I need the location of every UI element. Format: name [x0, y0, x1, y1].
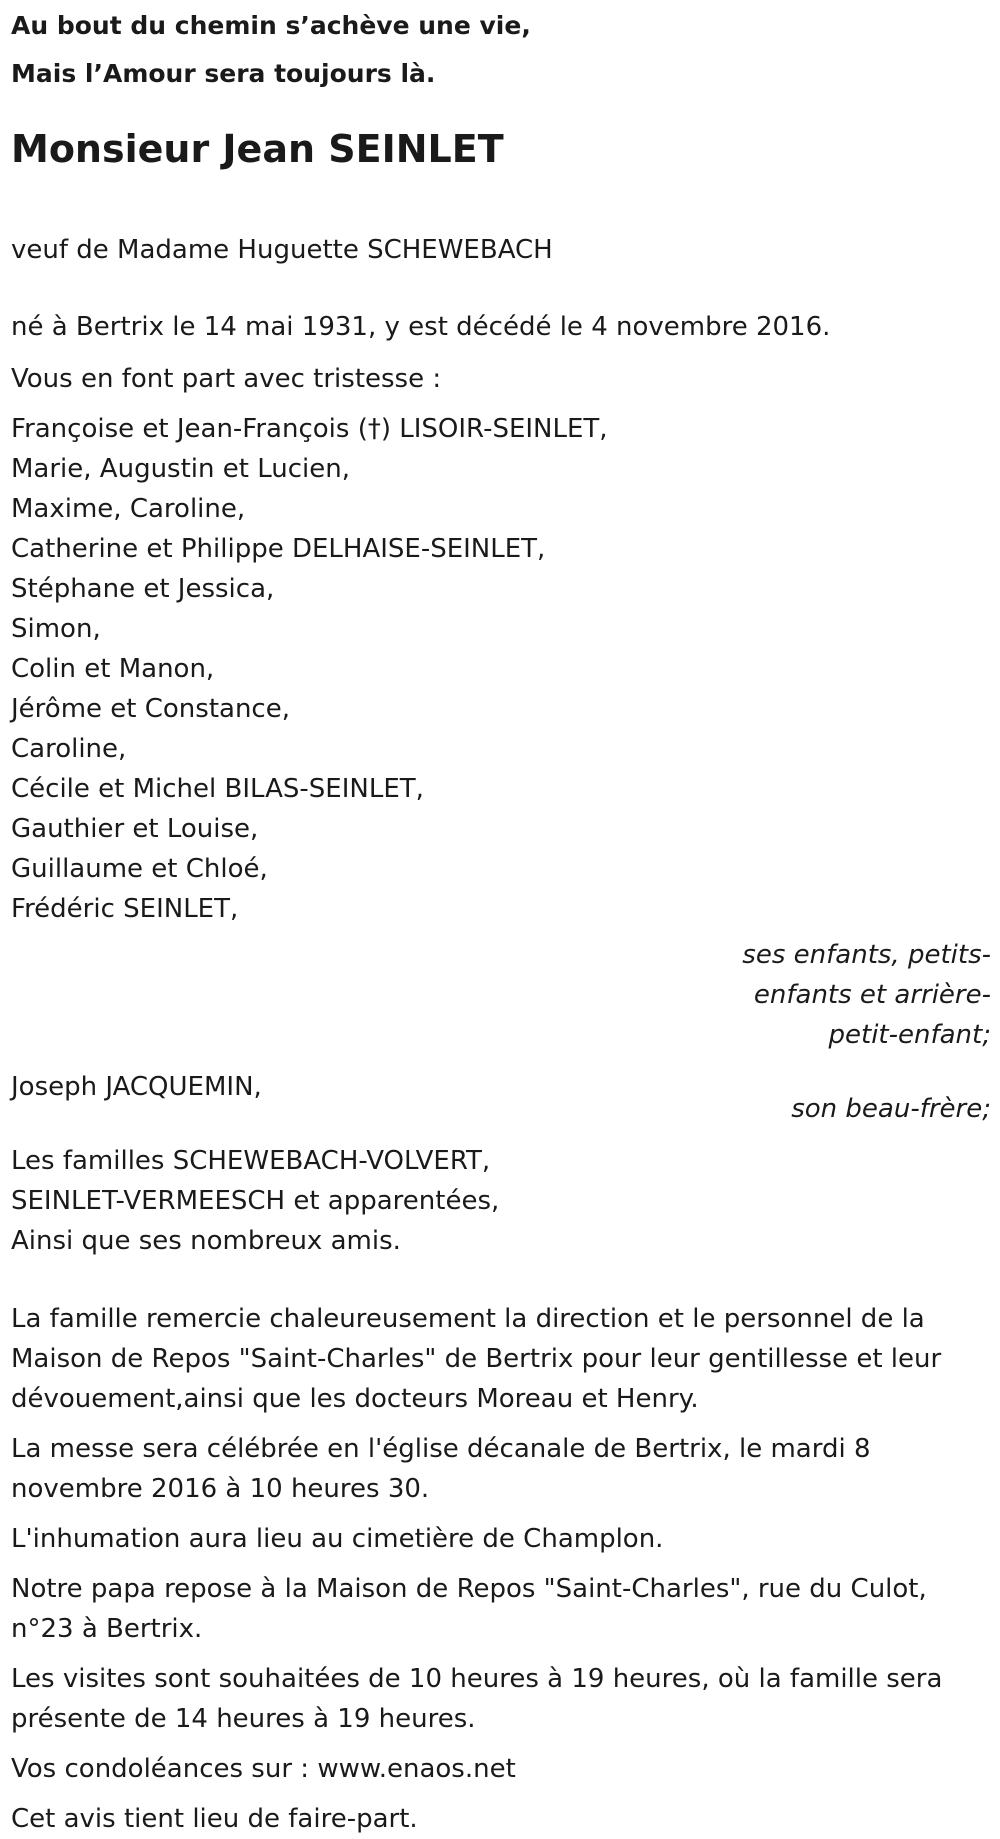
relation-line: enfants et arrière-	[753, 980, 991, 1010]
families-line: Ainsi que ses nombreux amis.	[11, 1226, 401, 1256]
family-member: Frédéric SEINLET,	[11, 894, 239, 924]
family-member: Cécile et Michel BILAS-SEINLET,	[11, 774, 424, 804]
paragraph-line: dévouement,ainsi que les docteurs Moreau et Henry.	[11, 1384, 699, 1414]
epitaph-line: Au bout du chemin s’achève une vie,	[11, 11, 531, 40]
family-member: Simon,	[11, 614, 101, 644]
family-member: Caroline,	[11, 734, 127, 764]
visits-paragraph	[11, 1659, 991, 1739]
widow-line: veuf de Madame Huguette SCHEWEBACH	[11, 235, 553, 265]
families-line: SEINLET-VERMEESCH et apparentées,	[11, 1186, 500, 1216]
families-block	[11, 1141, 991, 1261]
paragraph-line: novembre 2016 à 10 heures 30.	[11, 1474, 430, 1504]
paragraph-line: Vos condoléances sur : www.enaos.net	[11, 1754, 516, 1784]
brother-in-law-row	[11, 1067, 991, 1124]
paragraph-line: présente de 14 heures à 19 heures.	[11, 1704, 476, 1734]
closing-paragraph	[11, 1799, 991, 1839]
brother-in-law-name: Joseph JACQUEMIN,	[11, 1072, 262, 1102]
family-member: Colin et Manon,	[11, 654, 215, 684]
brother-in-law-relation: son beau-frère;	[791, 1094, 991, 1124]
paragraph-line: Les visites sont souhaitées de 10 heures à 19 heures, où la famille sera	[11, 1664, 943, 1694]
death-notice	[11, 0, 991, 1839]
relation-line: ses enfants, petits-	[742, 940, 991, 970]
condolences-paragraph	[11, 1749, 991, 1789]
family-member: Guillaume et Chloé,	[11, 854, 268, 884]
family-member: Jérôme et Constance,	[11, 694, 290, 724]
children-relation	[741, 935, 991, 1055]
epitaph	[11, 2, 991, 98]
mass-paragraph	[11, 1429, 991, 1509]
burial-paragraph	[11, 1519, 991, 1559]
relation-line: petit-enfant;	[828, 1020, 991, 1050]
paragraph-line: Cet avis tient lieu de faire-part.	[11, 1804, 418, 1834]
family-member: Catherine et Philippe DELHAISE-SEINLET,	[11, 534, 546, 564]
paragraph-line: n°23 à Bertrix.	[11, 1614, 203, 1644]
dates-line: né à Bertrix le 14 mai 1931, y est décédé le 4 novembre 2016.	[11, 312, 831, 342]
paragraph-line: La famille remercie chaleureusement la direction et le personnel de la	[11, 1304, 925, 1334]
paragraph-line: La messe sera célébrée en l'église décanale de Bertrix, le mardi 8	[11, 1434, 871, 1464]
family-member: Françoise et Jean-François (†) LISOIR-SEINLET,	[11, 414, 608, 444]
paragraph-line: Notre papa repose à la Maison de Repos "Saint-Charles", rue du Culot,	[11, 1574, 927, 1604]
family-list	[11, 409, 991, 929]
paragraph-line: Maison de Repos "Saint-Charles" de Bertrix pour leur gentillesse et leur	[11, 1344, 942, 1374]
family-member: Stéphane et Jessica,	[11, 574, 275, 604]
family-member: Marie, Augustin et Lucien,	[11, 454, 350, 484]
epitaph-line: Mais l’Amour sera toujours là.	[11, 59, 436, 88]
thanks-paragraph	[11, 1299, 991, 1419]
family-member: Gauthier et Louise,	[11, 814, 259, 844]
family-member: Maxime, Caroline,	[11, 494, 246, 524]
paragraph-line: L'inhumation aura lieu au cimetière de Champlon.	[11, 1524, 664, 1554]
deceased-name: Monsieur Jean SEINLET	[11, 127, 504, 171]
announcement: Vous en font part avec tristesse :	[11, 364, 442, 394]
families-line: Les familles SCHEWEBACH-VOLVERT,	[11, 1146, 491, 1176]
rest-location-paragraph	[11, 1569, 991, 1649]
